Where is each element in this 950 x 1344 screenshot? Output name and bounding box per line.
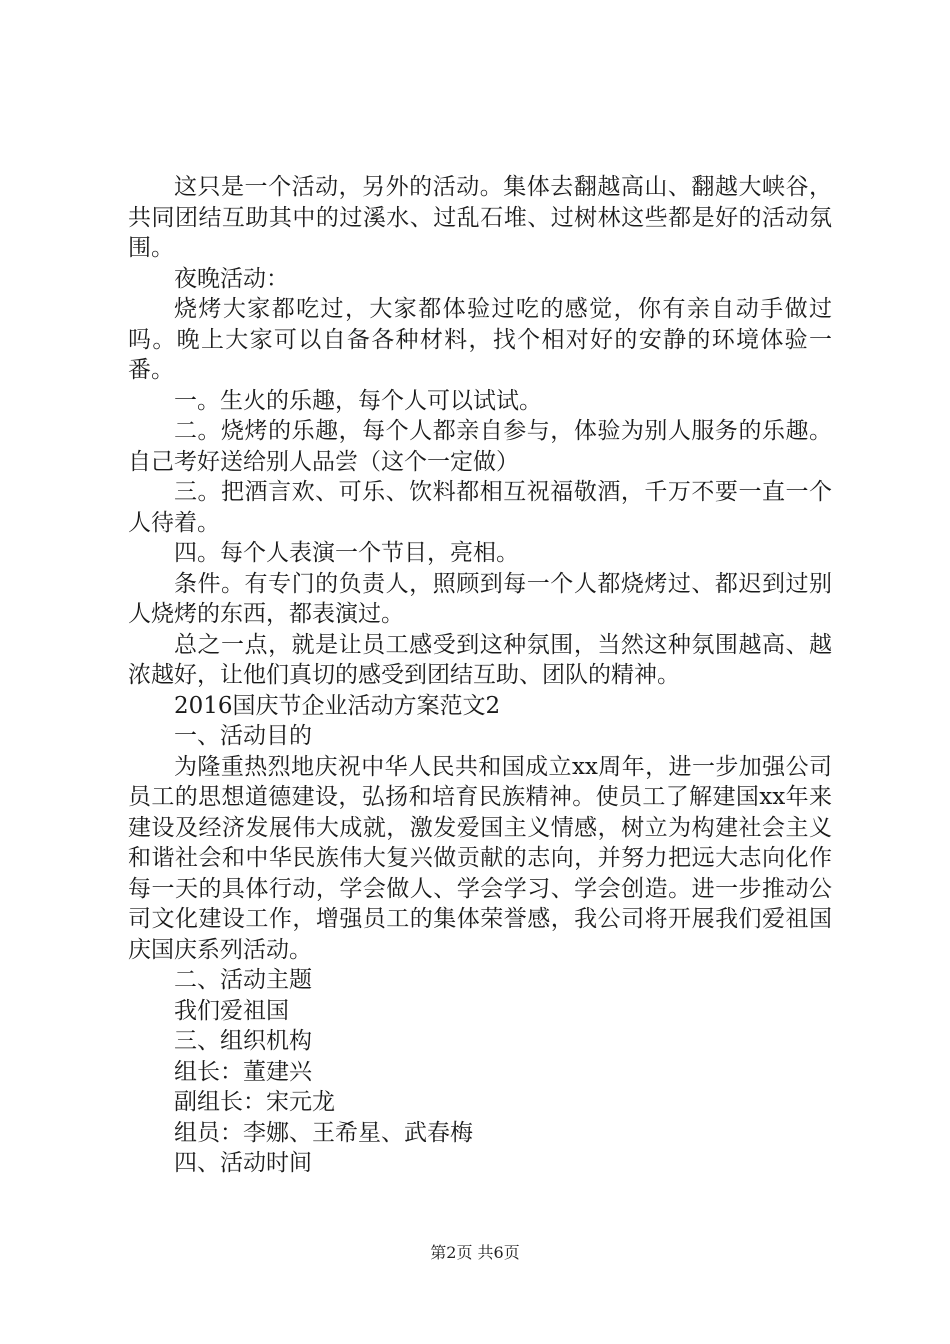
paragraph: 烧烤大家都吃过，大家都体验过吃的感觉，你有亲自动手做过吗。晚上大家可以自备各种材料，找个相对好的安静的环境体验一番。 bbox=[128, 296, 832, 383]
section-heading: 夜晚活动： bbox=[174, 265, 289, 292]
list-item: 组长：董建兴 bbox=[174, 1058, 312, 1085]
section-heading: 二、活动主题 bbox=[174, 967, 312, 993]
document-title: 2016国庆节企业活动方案范文2 bbox=[174, 692, 501, 719]
page-footer: 第2页 共6页 bbox=[430, 1243, 520, 1262]
section-heading: 一、活动目的 bbox=[174, 723, 312, 749]
list-item: 三。把酒言欢、可乐、饮料都相互祝福敬酒，千万不要一直一个人待着。 bbox=[128, 479, 832, 536]
section-heading: 四、活动时间 bbox=[174, 1150, 312, 1176]
paragraph: 总之一点，就是让员工感受到这种氛围，当然这种氛围越高、越浓越好，让他们真切的感受到团结互助、团队的精神。 bbox=[128, 631, 832, 688]
section-heading: 三、组织机构 bbox=[174, 1028, 312, 1054]
paragraph: 为隆重热烈地庆祝中华人民共和国成立xx周年，进一步加强公司员工的思想道德建设，弘扬和培育民族精神。使员工了解建国xx年来建设及经济发展伟大成就，激发爱国主义情感，树立为构建社会主义和谐社会和中华民族伟大复兴做贡献的志向，并努力把远大志向化作每一天的具体行动，学会做人、学会学习、学会创造。进一步推动公司文化建设工作，增强员工的集体荣誉感，我公司将开展我们爱祖国庆国庆系列活动。 bbox=[128, 753, 832, 963]
document-body bbox=[128, 172, 832, 1179]
list-item: 组员：李娜、王希星、武春梅 bbox=[174, 1119, 473, 1146]
paragraph: 我们爱祖国 bbox=[174, 997, 289, 1024]
list-item: 二。烧烤的乐趣，每个人都亲自参与，体验为别人服务的乐趣。自己考好送给别人品尝（这个一定做） bbox=[128, 418, 832, 475]
list-item: 四。每个人表演一个节目，亮相。 bbox=[174, 540, 519, 566]
list-item: 副组长：宋元龙 bbox=[174, 1089, 335, 1115]
list-item: 一。生火的乐趣，每个人可以试试。 bbox=[174, 387, 542, 414]
paragraph: 条件。有专门的负责人，照顾到每一个人都烧烤过、都迟到过别人烧烤的东西，都表演过。 bbox=[128, 570, 832, 627]
paragraph: 这只是一个活动，另外的活动。集体去翻越高山、翻越大峡谷，共同团结互助其中的过溪水、过乱石堆、过树林这些都是好的活动氛围。 bbox=[128, 174, 832, 261]
